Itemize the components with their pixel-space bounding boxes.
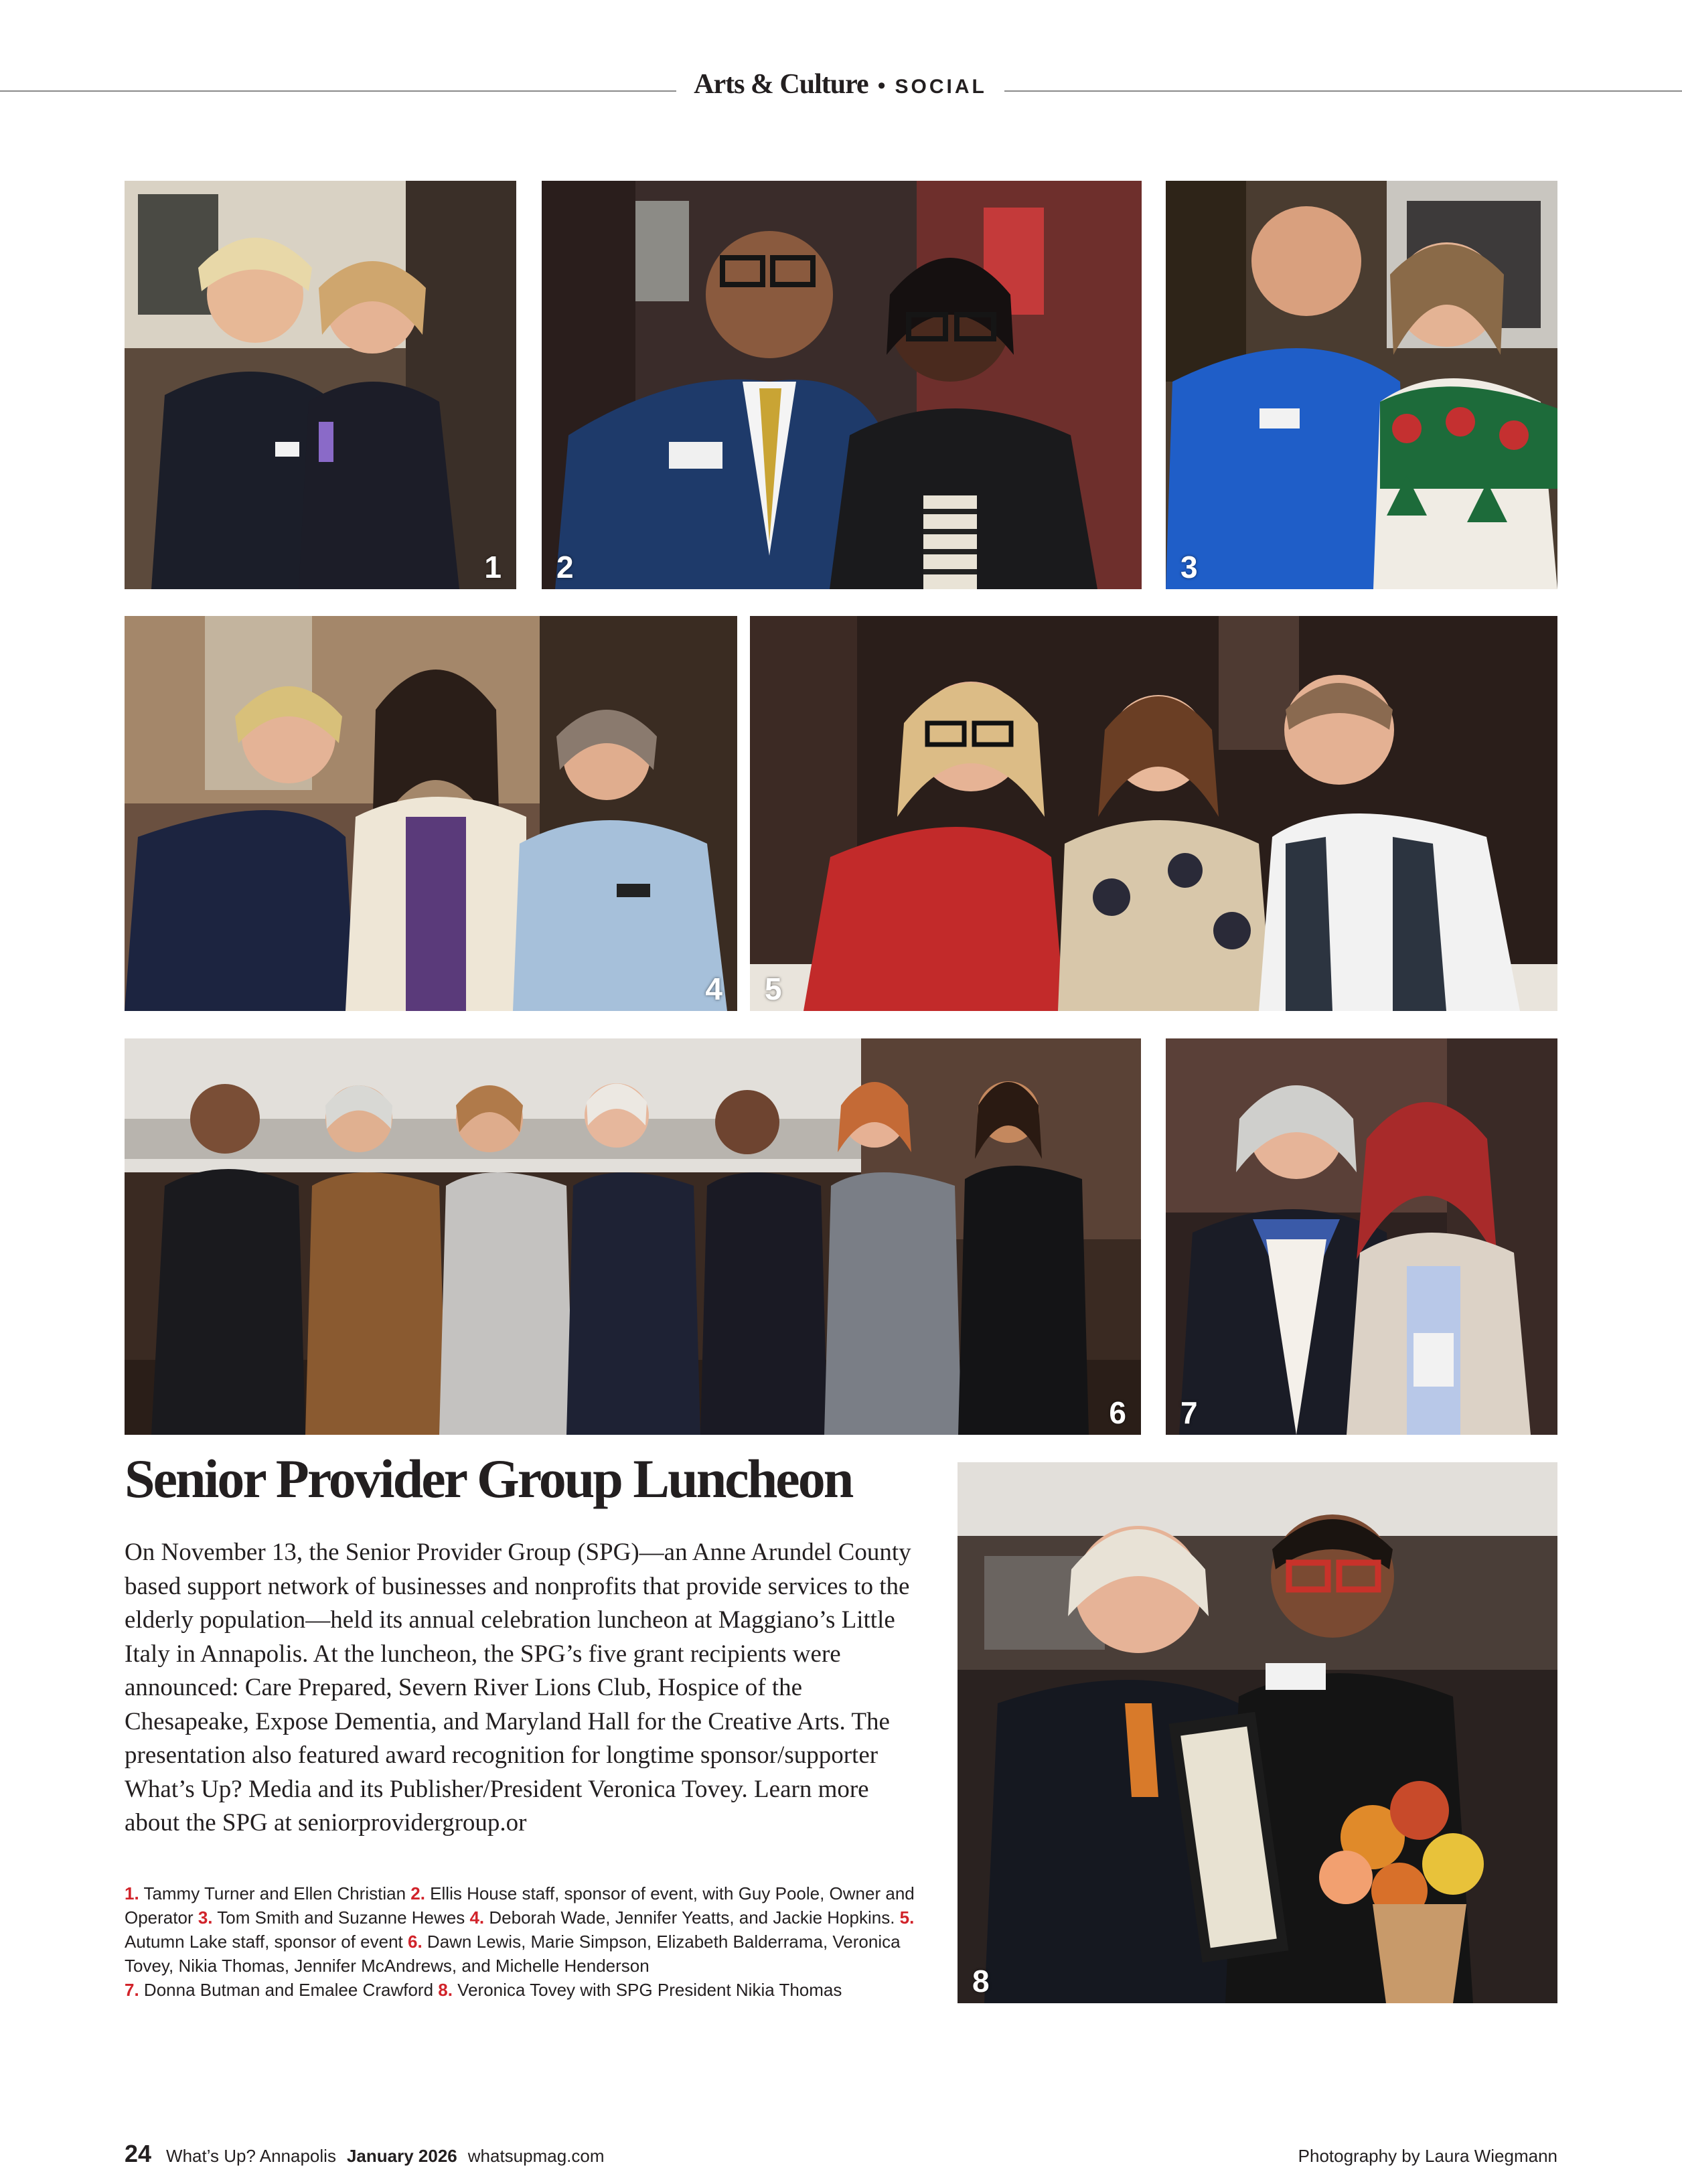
caption-number: 5.: [899, 1907, 915, 1928]
photo-number-3: 3: [1180, 550, 1198, 584]
caption-text: Autumn Lake staff, sponsor of event: [125, 1932, 408, 1952]
photo-number-1: 1: [484, 550, 502, 584]
caption-number: 2.: [410, 1883, 425, 1903]
caption-text: Dawn Lewis, Marie Simpson, Elizabeth Balderrama, Veronica Tovey, Nikia Thomas, Jennifer McAndrews, and Michelle Henderson: [125, 1932, 901, 1976]
photo-4: [125, 616, 737, 1011]
article-body: On November 13, the Senior Provider Group (SPG)—an Anne Arundel County based support network of businesses and nonprofits that provide services to the elderly population—held its annual celebration luncheon at Maggiano’s Little Italy in Annapolis. At the luncheon, the SPG’s five grant recipients were announced: Care Prepared, Severn River Lions Club, Hospice of the Chesapeake, Expose Dementia, and Maryland Hall for the Creative Arts. The presentation also featured award recognition for longtime sponsor/supporter What’s Up? Media and its Publisher/President Veronica Tovey. Learn more about the SPG at seniorprovidergroup.or: [125, 1539, 911, 1837]
caption-number: 4.: [469, 1907, 485, 1928]
photo-number-6: 6: [1109, 1395, 1126, 1430]
photo-captions: [125, 1881, 952, 2002]
caption-text: Ellis House staff, sponsor of event, with Guy Poole, Owner and Operator: [125, 1883, 915, 1928]
section-header: [0, 68, 1682, 110]
caption-text: Veronica Tovey with SPG President Nikia Thomas: [452, 1980, 842, 2000]
caption-number: 1.: [125, 1883, 139, 1903]
website-link[interactable]: whatsupmag.com: [467, 2146, 605, 2166]
caption-text: Deborah Wade, Jennifer Yeatts, and Jackie Hopkins.: [484, 1907, 900, 1928]
section-separator: •: [877, 73, 886, 98]
photo-2-image: [542, 181, 1142, 589]
photo-7-image: [1166, 1038, 1557, 1435]
footer-folio: [125, 2140, 605, 2168]
caption-text: Tom Smith and Suzanne Hewes: [212, 1907, 470, 1928]
photo-5: [750, 616, 1557, 1011]
photo-4-image: [125, 616, 737, 1011]
caption-text: Tammy Turner and Ellen Christian: [139, 1883, 411, 1903]
photo-credit: Photography by Laura Wiegmann: [1298, 2146, 1557, 2166]
photo-1-image: [125, 181, 516, 589]
subsection-name: SOCIAL: [895, 76, 987, 98]
publication-name: What’s Up? Annapolis: [166, 2146, 336, 2166]
article-headline: Senior Provider Group Luncheon: [125, 1448, 852, 1509]
photo-2: [542, 181, 1142, 589]
photo-7: [1166, 1038, 1557, 1435]
photo-5-image: [750, 616, 1557, 1011]
photo-3-image: [1166, 181, 1557, 589]
photo-number-2: 2: [556, 550, 574, 584]
header-rule-left: [0, 90, 676, 92]
issue-date: January 2026: [346, 2146, 457, 2166]
photo-number-4: 4: [705, 971, 722, 1006]
photo-number-7: 7: [1180, 1395, 1198, 1430]
photo-8: [958, 1462, 1557, 2003]
caption-text: Donna Butman and Emalee Crawford: [139, 1980, 439, 2000]
header-rule-right: [1004, 90, 1682, 92]
caption-number: 8.: [438, 1980, 453, 2000]
section-label: [676, 68, 1004, 100]
photo-8-image: [958, 1462, 1557, 2003]
photo-6: [125, 1038, 1141, 1435]
photo-3: [1166, 181, 1557, 589]
page-number: 24: [125, 2140, 152, 2167]
caption-number: 7.: [125, 1980, 139, 2000]
photo-number-5: 5: [765, 971, 782, 1006]
photo-1: [125, 181, 516, 589]
page-footer: [125, 2134, 1557, 2168]
caption-number: 6.: [408, 1932, 423, 1952]
caption-number: 3.: [198, 1907, 213, 1928]
photo-6-image: [125, 1038, 1141, 1435]
photo-number-8: 8: [972, 1964, 990, 1999]
section-name: Arts & Culture: [694, 69, 868, 100]
